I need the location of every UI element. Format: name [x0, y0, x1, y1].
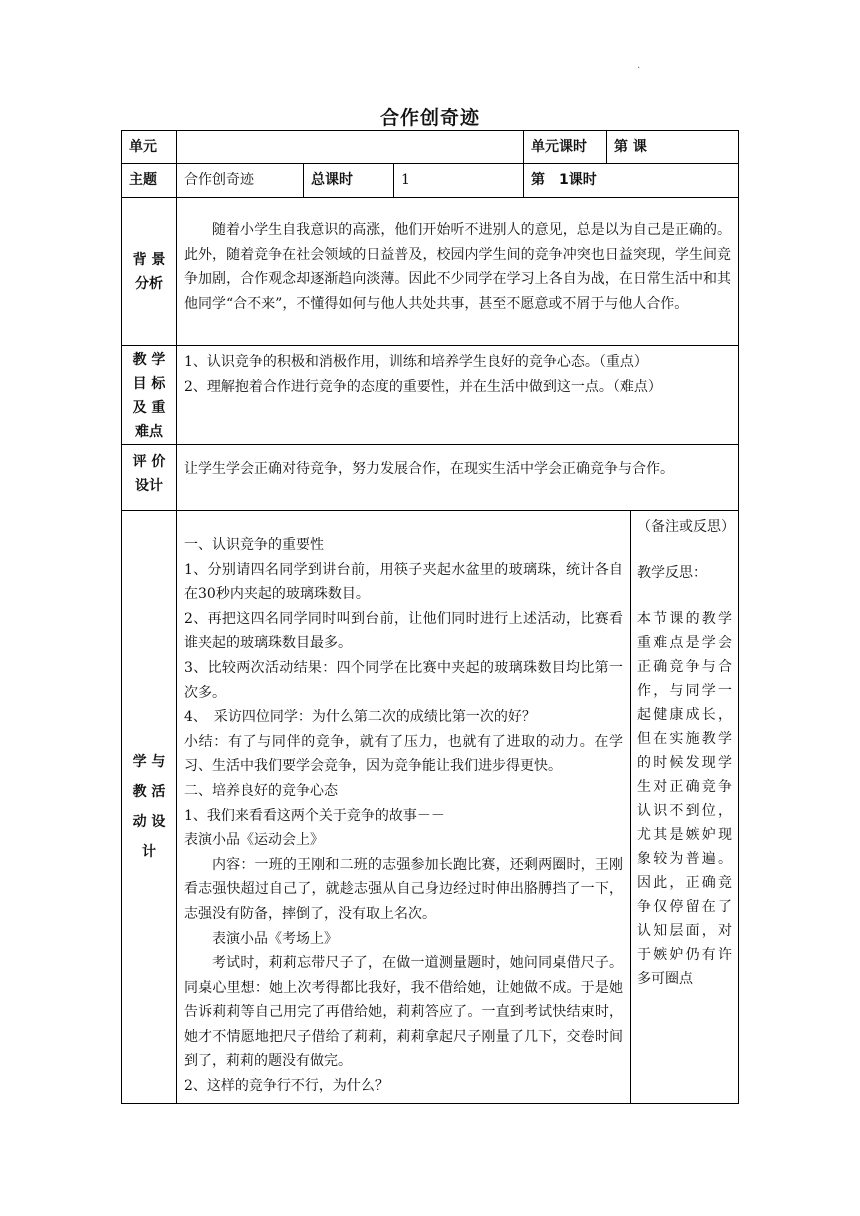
- unit-row: [122, 131, 739, 164]
- reflection-text: 本节课的教学重难点是学会正确竞争与合作，与同学一起健康成长，但在实施教学的时候发现学生对正确竞争认识不到位，尤其是嫉妒现象较为普遍。因此，正确竞争仅停留在了认知层面，对于嫉妒仍有许多可圈点: [637, 611, 732, 987]
- activities-label-line: 学 与: [132, 753, 166, 770]
- background-label: [122, 198, 177, 346]
- document-title: 合作创奇迹: [379, 107, 480, 129]
- background-label-line: 分析: [135, 275, 163, 292]
- activity-line: 一、认识竞争的重要性: [184, 537, 324, 553]
- activities-label-line: 计: [142, 843, 156, 860]
- evaluation-row: [122, 445, 739, 511]
- objectives-row: [122, 346, 739, 445]
- background-text-cell: [177, 198, 739, 346]
- activities-label: [122, 511, 177, 1104]
- evaluation-text: 让学生学会正确对待竞争，努力发展合作，在现实生活中学会正确竞争与合作。: [184, 461, 674, 477]
- activity-line: 二、培养良好的竞争心态: [184, 782, 338, 799]
- objectives-label-line: 目 标: [132, 376, 166, 392]
- activities-row: [122, 511, 739, 1104]
- activity-line: 2、这样的竞争行不行，为什么？: [184, 1078, 389, 1095]
- activity-line: 考试时，莉莉忘带尺子了，在做一道测量题时，她问同桌借尺子。同桌心里想：她上次考得都比我好，我不借给她，让她做不成。于是她告诉莉莉等自己用完了再借给她，莉莉答应了。一直到考试快结束时，她才不情愿地把尺子借给了莉莉，莉莉拿起尺子刚量了几下，交卷时间到了，莉莉的题没有做完。: [184, 955, 623, 1070]
- activity-line: 表演小品《考场上》: [212, 930, 338, 947]
- reflection-label: 教学反思：: [637, 565, 707, 581]
- activity-line: 小结：有了与同伴的竞争，就有了压力，也就有了进取的动力。在学习、生活中我们要学会竞争，因为竞争能让我们进步得更快。: [184, 733, 623, 775]
- unit-label: 单元: [122, 131, 177, 164]
- total-periods-label: 总课时: [304, 164, 394, 198]
- activity-line: 2、再把这四名同学同时叫到台前，让他们同时进行上述活动，比赛看谁夹起的玻璃珠数目最多。: [184, 610, 623, 652]
- activity-line: 1、我们来看看这两个关于竞争的故事－－: [184, 807, 445, 824]
- unit-period-label: 单元课时: [524, 131, 607, 164]
- remark-cell: [631, 511, 739, 1104]
- topic-row: [122, 164, 739, 198]
- corner-mark: .: [637, 60, 641, 71]
- objectives-label-line: 难点: [135, 424, 163, 440]
- unit-value: [177, 131, 524, 164]
- topic-value: 合作创奇迹: [177, 164, 304, 198]
- activity-line: 表演小品《运动会上》: [184, 832, 324, 849]
- background-label-line: 背 景: [132, 251, 166, 268]
- background-text: 随着小学生自我意识的高涨，他们开始听不进别人的意见，总是以为自己是正确的。此外，随着竞争在社会领域的日益普及，校园内学生间的竞争冲突也日益突现，学生间竞争加剧，合作观念却逐渐趋向淡薄。因此不少同学在学习上各自为战，在日常生活中和其他同学“合不来”，不懂得如何与他人共处共事，甚至不愿意或不屑于与他人合作。: [184, 222, 731, 312]
- activities-label-line: 教 活: [132, 783, 166, 800]
- evaluation-label-line: 设计: [135, 478, 163, 494]
- unit-period-value: 第 课: [607, 131, 739, 164]
- evaluation-cell: [177, 445, 739, 511]
- activity-line: 1、分别请四名同学到讲台前，用筷子夹起水盆里的玻璃珠，统计各自在30秒内夹起的玻璃珠数目。: [184, 561, 623, 603]
- objectives-label-line: 及 重: [132, 400, 166, 416]
- objective-item: 1、认识竞争的积极和消极作用，训练和培养学生良好的竞争心态。（重点）: [184, 354, 648, 370]
- objective-item: 2、理解抱着合作进行竞争的态度的重要性，并在生活中做到这一点。（难点）: [184, 378, 662, 395]
- activity-line: 3、比较两次活动结果：四个同学在比赛中夹起的玻璃珠数目均比第一次多。: [184, 659, 623, 701]
- total-periods-value: 1: [394, 164, 524, 198]
- topic-label: 主题: [122, 164, 177, 198]
- remark-note: （备注或反思）: [637, 519, 735, 535]
- activities-content-cell: [177, 511, 631, 1104]
- period-value: 第 1课时: [524, 164, 739, 198]
- objectives-label: [122, 346, 177, 445]
- objectives-cell: [177, 346, 739, 445]
- activities-label-line: 动 设: [132, 813, 166, 830]
- activity-line: 4、 采访四位同学：为什么第二次的成绩比第一次的好？: [184, 709, 536, 726]
- objectives-label-line: 教 学: [132, 352, 166, 368]
- activity-line: 内容：一班的王刚和二班的志强参加长跑比赛，还剩两圈时，王刚看志强快超过自己了，就趁志强从自己身边经过时伸出胳膊挡了一下，志强没有防备，摔倒了，没有取上名次。: [184, 856, 623, 922]
- lesson-plan-table: [121, 130, 739, 1104]
- evaluation-label-line: 评 价: [132, 454, 166, 470]
- evaluation-label: [122, 445, 177, 511]
- background-row: [122, 198, 739, 346]
